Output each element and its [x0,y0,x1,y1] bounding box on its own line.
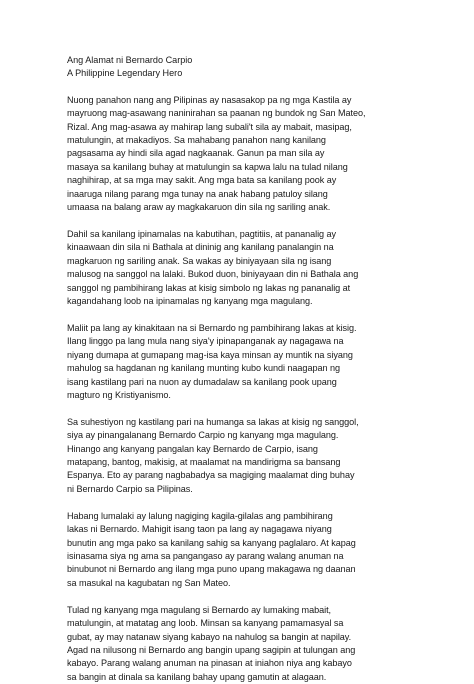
text-line: mayruong mag-asawang naninirahan sa paanan ng bundok ng San Mateo, [67,108,366,119]
text-line: malusog na sanggol na lalaki. Bukod duon, biniyayaan din ni Bathala ang [67,269,359,280]
text-line: masaya sa kanilang buhay at matulungin sa kapwa lalu na tulad nilang [67,161,348,172]
text-line: magkaruon ng sariling anak. Sa wakas ay biniyayaan sila ng isang [67,255,332,266]
paragraph-5 [67,510,418,590]
paragraph-4 [67,416,418,496]
text-line: Espanya. Eto ay parang nagbabadya sa magiging maalamat ding buhay [67,470,355,481]
document-body [67,94,418,684]
text-line: naghihirap, at sa mga may sakit. Ang mga bata sa kanilang pook ay [67,175,337,186]
text-line: Ilang linggo pa lang mula nang siya'y ipinapanganak ay nagagawa na [67,336,344,347]
text-line: kabayo. Parang walang anuman na pinasan at iniahon niya ang kabayo [67,658,352,669]
text-line: niyang dumapa at gumapang mag-isa kaya minsan ay muntik na siyang [67,349,353,360]
text-line: Habang lumalaki ay lalung nagiging kagila-gilalas ang pambihirang [67,510,333,521]
paragraph-2 [67,228,418,308]
text-line: pagsasama ay hindi sila agad nagkaanak. Ganun pa man sila ay [67,148,325,159]
paragraph-6 [67,604,418,684]
text-line: Rizal. Ang mag-asawa ay mahirap lang subali't sila ay mabait, masipag, [67,121,352,132]
text-line: mahulog sa hagdanan ng kanilang munting kubo kundi naagapan ng [67,363,340,374]
text-line: Sa suhestiyon ng kastilang pari na humanga sa lakas at kisig ng sanggol, [67,416,359,427]
text-line: magturo ng Kristiyanismo. [67,389,171,400]
text-line: isinasama siya ng ama sa pangangaso ay parang walang anuman na [67,551,344,561]
text-line: Hinango ang kanyang pangalan kay Bernardo de Carpio, isang [67,443,318,454]
document-heading [67,54,418,81]
text-line: Dahil sa kanilang ipinamalas na kabutihan, pagtitiis, at pananalig ay [67,228,337,239]
text-line: kinaawaan din sila ni Bathala at dininig ang kanilang panalangin na [67,242,334,253]
text-line: sa masukal na kagubatan ng San Mateo. [67,577,231,588]
text-line: kagandahang loob na ipinamalas ng kanyang mga magulang. [67,296,313,306]
text-line: binubunot ni Bernardo ang ilang mga puno upang makagawa ng daanan [67,564,356,575]
text-line: sanggol ng pambihirang lakas at kisig simbolo ng lakas ng pananalig at [67,282,351,293]
text-line: Agad na nilusong ni Bernardo ang bangin upang sagipin at tulungan ang [67,644,356,655]
text-line: Tulad ng kanyang mga magulang si Bernardo ay lumaking mabait, [67,604,332,615]
text-line: matapang, bantog, makisig, at maalamat na mandirigma sa bansang [67,457,341,468]
paragraph-1 [67,94,418,215]
text-line: umaasa na balang araw ay magkakaruon din sila ng sariling anak. [67,202,331,213]
document-title: Ang Alamat ni Bernardo Carpio [67,55,193,65]
text-line: matulungin, at matatag ang loob. Minsan sa kanyang pamamasyal sa [67,618,344,629]
text-line: lakas ni Bernardo. Mahigit isang taon pa lang ay nagagawa niyang [67,524,332,535]
text-line: sa bangin at dinala sa kanilang bahay upang gamutin at alagaan. [67,671,327,682]
text-line: ni Bernardo Carpio sa Pilipinas. [67,483,193,494]
text-line: inaaruga nilang parang mga tunay na anak habang patuloy silang [67,188,328,199]
text-line: siya ay pinangalanang Bernardo Carpio ng kanyang mga magulang. [67,430,339,441]
document-subtitle: A Philippine Legendary Hero [67,68,183,79]
text-line: Maliit pa lang ay kinakitaan na si Bernardo ng pambihirang lakas at kisig. [67,322,357,333]
text-line: Nuong panahon nang ang Pilipinas ay nasasakop pa ng mga Kastila ay [67,94,352,105]
text-line: matulungin, at makadiyos. Sa mahabang panahon nang kanilang [67,135,326,146]
paragraph-3 [67,322,418,402]
text-line: isang kastilang pari na nuon ay dumadalaw sa kanilang pook upang [67,376,337,387]
text-line: gubat, ay may natanaw siyang kabayo na nahulog sa bangin at napilay. [67,631,352,642]
text-line: bunutin ang mga pako sa kanilang sahig sa kanyang paglalaro. At kapag [67,537,356,548]
